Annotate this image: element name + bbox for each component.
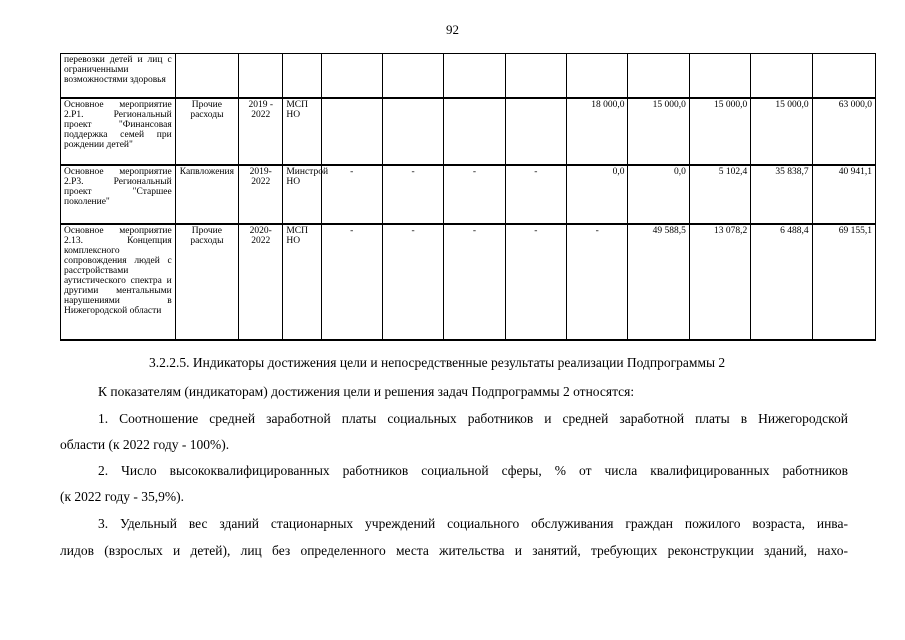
value-cell	[382, 98, 443, 165]
value-cell	[321, 54, 382, 98]
value-cell	[751, 54, 812, 98]
value-cell: 15 000,0	[751, 98, 812, 165]
intro-paragraph: К показателям (индикаторам) достижения цели и решения задач Подпрограммы 2 относятся:	[98, 384, 635, 399]
value-cell: -	[321, 165, 382, 224]
period-cell: 2019-2022	[239, 165, 283, 224]
value-cell: -	[444, 224, 505, 340]
value-cell: -	[382, 224, 443, 340]
value-cell: 49 588,5	[628, 224, 689, 340]
value-cell	[505, 54, 566, 98]
value-cell: -	[444, 165, 505, 224]
value-cell	[382, 54, 443, 98]
activity-name-cell: Основное мероприятие 2.P1. Региональный проект "Финансовая поддержка семей при рождении детей"	[61, 98, 176, 165]
value-cell	[321, 98, 382, 165]
activity-name-cell: Основное мероприятие 2.P3. Региональный проект "Старшее поколение"	[61, 165, 176, 224]
value-cell	[812, 54, 875, 98]
indicator-2-line-1: 2. Число высококвалифицированных работников социальной сферы, % от числа квалифицированных работников	[98, 463, 848, 478]
value-cell	[505, 98, 566, 165]
period-cell	[239, 54, 283, 98]
value-cell: 15 000,0	[628, 98, 689, 165]
value-cell: -	[505, 165, 566, 224]
indicator-1-line-2: области (к 2022 году - 100%).	[60, 437, 230, 452]
table-row	[61, 224, 876, 340]
executor-cell	[283, 54, 321, 98]
executor-cell: Минстрой НО	[283, 165, 321, 224]
table-row	[61, 98, 876, 165]
value-cell: 5 102,4	[689, 165, 750, 224]
value-cell: 18 000,0	[567, 98, 628, 165]
period-cell: 2019 - 2022	[239, 98, 283, 165]
value-cell	[567, 54, 628, 98]
indicator-3-line-1: 3. Удельный вес зданий стационарных учреждений социального обслуживания граждан пожилого возраста, инва-	[98, 516, 848, 531]
value-cell: 0,0	[628, 165, 689, 224]
value-cell	[689, 54, 750, 98]
indicator-3-line-2: лидов (взрослых и детей), лиц без определенного места жительства и занятий, требующих реконструкции зданий, нахо-	[60, 543, 848, 558]
value-cell: -	[505, 224, 566, 340]
value-cell: 63 000,0	[812, 98, 875, 165]
table-row	[61, 165, 876, 224]
value-cell: 69 155,1	[812, 224, 875, 340]
value-cell: 6 488,4	[751, 224, 812, 340]
table-body	[61, 54, 876, 340]
value-cell: -	[321, 224, 382, 340]
activity-name-cell: перевозки детей и лиц с ограниченными возможностями здоровья	[61, 54, 176, 98]
expense-type-cell: Капвложения	[175, 165, 238, 224]
section-heading: 3.2.2.5. Индикаторы достижения цели и непосредственные результаты реализации Подпрограммы 2	[149, 355, 726, 370]
value-cell	[628, 54, 689, 98]
indicator-1-line-1: 1. Соотношение средней заработной платы социальных работников и средней заработной платы в Нижегородской	[98, 411, 848, 426]
indicator-2-line-2: (к 2022 году - 35,9%).	[60, 489, 184, 504]
value-cell: 35 838,7	[751, 165, 812, 224]
value-cell: 15 000,0	[689, 98, 750, 165]
period-cell: 2020-2022	[239, 224, 283, 340]
value-cell: -	[382, 165, 443, 224]
value-cell: 13 078,2	[689, 224, 750, 340]
value-cell: 40 941,1	[812, 165, 875, 224]
executor-cell: МСП НО	[283, 224, 321, 340]
executor-cell: МСП НО	[283, 98, 321, 165]
budget-table	[60, 53, 876, 341]
value-cell: 0,0	[567, 165, 628, 224]
expense-type-cell: Прочие расходы	[175, 98, 238, 165]
value-cell	[444, 54, 505, 98]
expense-type-cell: Прочие расходы	[175, 224, 238, 340]
expense-type-cell	[175, 54, 238, 98]
value-cell	[444, 98, 505, 165]
activity-name-cell: Основное мероприятие 2.13. Концепция комплексного сопровождения людей с расстройствами аутистического спектра и другими ментальными нарушениями в Нижегородской области	[61, 224, 176, 340]
table-row	[61, 54, 876, 98]
value-cell: -	[567, 224, 628, 340]
page-number: 92	[446, 22, 459, 37]
